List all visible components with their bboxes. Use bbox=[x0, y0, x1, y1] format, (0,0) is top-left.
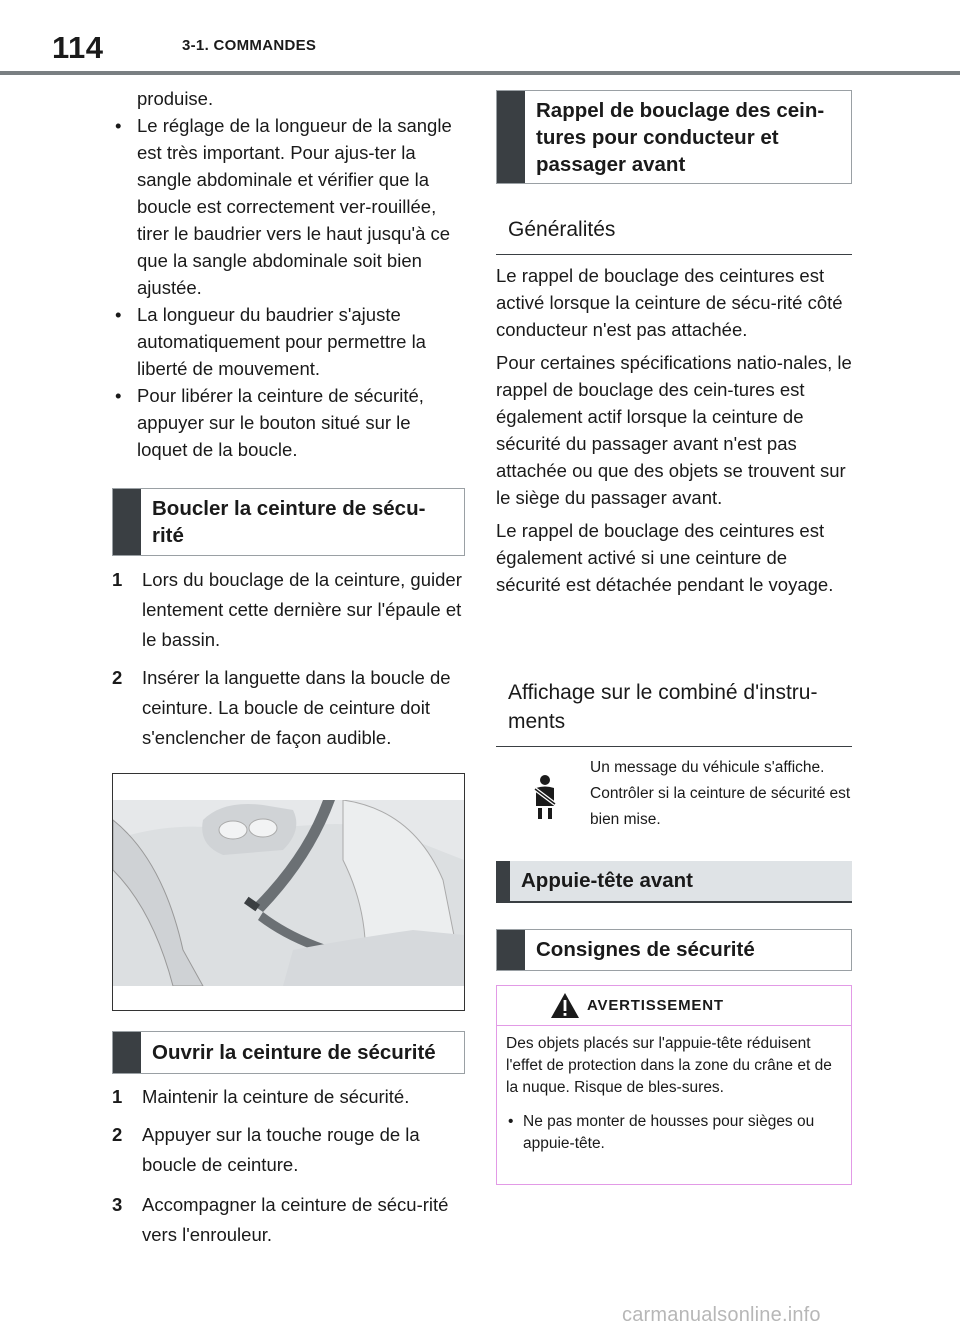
section-title: Rappel de bouclage des cein-tures pour conducteur et passager avant bbox=[536, 99, 825, 176]
heading-bar bbox=[497, 91, 525, 183]
page-number: 114 bbox=[52, 30, 104, 65]
seatbelt-illustration bbox=[112, 773, 465, 1011]
seatbelt-warning-icon bbox=[532, 775, 558, 826]
heading-bar bbox=[497, 930, 525, 970]
bullet-item: • La longueur du baudrier s'ajuste automatiquement pour permettre la liberté de mouvement. bbox=[115, 304, 426, 379]
heading-bar bbox=[113, 1032, 141, 1073]
heading-bar bbox=[113, 489, 141, 555]
section-heading-safety bbox=[496, 929, 852, 971]
warning-header bbox=[497, 986, 851, 1026]
reminder-paragraphs bbox=[496, 262, 852, 598]
bullet-item: • Le réglage de la longueur de la sangle est très important. Pour ajus-ter la sangle abdominale et vérifier que la boucle est correctement ver-rouillée, tirer le baudrier vers le haut jusqu'à ce que la sangle abdominale soit bien ajustée. bbox=[115, 115, 452, 298]
warning-triangle-icon bbox=[550, 992, 580, 1024]
section-title: Consignes de sécurité bbox=[536, 938, 755, 961]
section-title: Ouvrir la ceinture de sécurité bbox=[152, 1041, 436, 1064]
intro-continued: produise. bbox=[137, 88, 214, 109]
step-item: 2 Insérer la languette dans la boucle de ceinture. La boucle de ceinture doit s'enclencher de façon audible. bbox=[112, 667, 451, 748]
sub-heading-general: Généralités bbox=[496, 216, 852, 255]
left-intro bbox=[112, 85, 465, 463]
page-header bbox=[0, 0, 960, 76]
watermark: carmanualsonline.info bbox=[622, 1304, 821, 1326]
paragraph: Le rappel de bouclage des ceintures est activé lorsque la ceinture de sécu-rité côté conducteur n'est pas attachée. bbox=[496, 265, 843, 340]
section-title: Boucler la ceinture de sécu-rité bbox=[152, 497, 426, 547]
warning-text: Des objets placés sur l'appuie-tête réduisent l'effet de protection dans la zone du crâne et de la nuque. Risque de bles-sures. bbox=[506, 1035, 832, 1096]
section-title: Appuie-tête avant bbox=[521, 869, 693, 892]
section-heading-open bbox=[112, 1031, 465, 1074]
warning-title: AVERTISSEMENT bbox=[587, 997, 724, 1014]
header-rule bbox=[0, 71, 960, 75]
section-heading-reminder bbox=[496, 90, 852, 184]
chapter-title: 3-1. COMMANDES bbox=[182, 37, 317, 54]
sub-heading-display: Affichage sur le combiné d'instru-ments bbox=[496, 678, 852, 747]
step-item: 3 Accompagner la ceinture de sécu-rité vers l'enrouleur. bbox=[112, 1194, 449, 1245]
warning-bullet: • Ne pas monter de housses pour sièges ou appuie-tête. bbox=[508, 1113, 815, 1152]
display-description: Un message du véhicule s'affiche. Contrôler si la ceinture de sécurité est bien mise. bbox=[590, 759, 851, 828]
step-item: 1 Lors du bouclage de la ceinture, guider lentement cette dernière sur l'épaule et le bassin. bbox=[112, 569, 462, 650]
section-heading-buckle bbox=[112, 488, 465, 556]
warning-body bbox=[497, 1026, 851, 1155]
step-item: 2 Appuyer sur la touche rouge de la boucle de ceinture. bbox=[112, 1124, 420, 1175]
paragraph: Pour certaines spécifications natio-nales, le rappel de bouclage des cein-tures est également actif lorsque la ceinture de sécurité du passager avant n'est pas attachée ou que des objets se trouvent sur le siège du passager avant. bbox=[496, 352, 852, 508]
warning-box bbox=[496, 985, 852, 1185]
bullet-item: • Pour libérer la ceinture de sécurité, appuyer sur le bouton situé sur le loquet de la boucle. bbox=[115, 385, 424, 460]
section-heading-headrest bbox=[496, 861, 852, 903]
heading-bar bbox=[496, 861, 510, 901]
seatbelt-drawing bbox=[113, 800, 464, 986]
step-item: 1 Maintenir la ceinture de sécurité. bbox=[112, 1086, 410, 1107]
paragraph: Le rappel de bouclage des ceintures est également activé si une ceinture de sécurité est détachée pendant le voyage. bbox=[496, 520, 834, 595]
